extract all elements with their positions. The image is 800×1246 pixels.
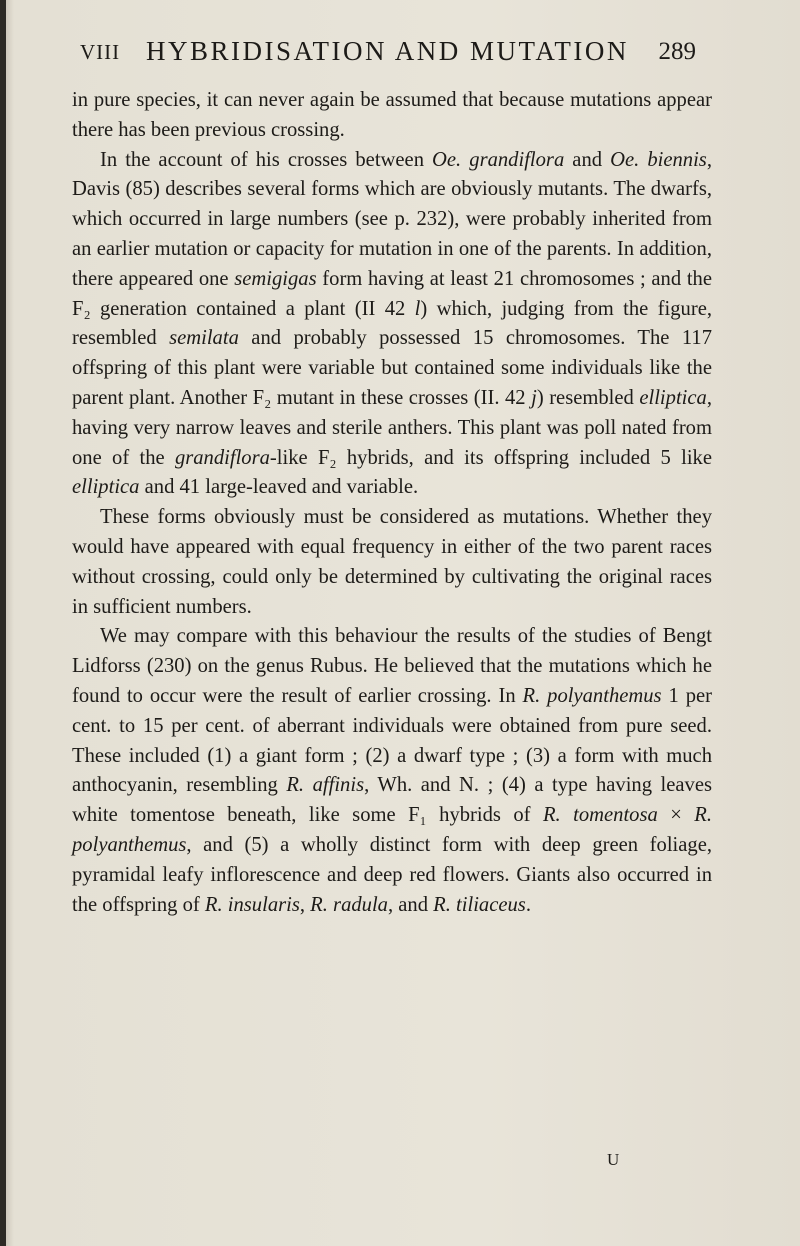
text-run: , and bbox=[387, 893, 434, 916]
italic-text: semilata bbox=[169, 327, 239, 350]
text-run: These forms obviously must be considered as mutations. Whether they would have appeared with equal frequency in either of the two parent races without crossing, could only be determined by cultivating the original races in sufficient numbers. bbox=[72, 506, 712, 618]
text-run: ) resembled bbox=[536, 386, 640, 409]
running-title: HYBRIDISATION AND MUTATION bbox=[146, 36, 629, 66]
paragraph bbox=[72, 503, 712, 622]
text-run: , Wh. and N. ; (4) a type having leaves white tomentose beneath, like some F₁ hybrids of bbox=[72, 774, 712, 827]
page-number: 289 bbox=[658, 38, 696, 65]
chapter-number: VIII bbox=[80, 40, 121, 64]
text-run: in pure species, it can never again be assumed that because mutations appear there has been previous crossing. bbox=[72, 89, 712, 141]
italic-text: R. polyanthemus bbox=[72, 804, 712, 856]
italic-text: R. tomentosa bbox=[542, 804, 658, 827]
text-run: and bbox=[564, 148, 611, 171]
paragraph bbox=[72, 86, 712, 146]
text-run: × bbox=[657, 804, 695, 827]
text-run: form having at least 21 chromosomes ; and the F₂ generation contained a plant (II 42 bbox=[72, 267, 712, 320]
text-run: and 41 large-leaved and variable. bbox=[139, 476, 419, 499]
italic-text: R. polyanthemus bbox=[522, 684, 662, 707]
text-run: , bbox=[299, 893, 311, 916]
italic-text: grandiflora bbox=[174, 446, 270, 469]
text-run: -like F₂ hybrids, and its offspring included 5 like bbox=[269, 446, 712, 469]
text-run: 1 per cent. to 15 per cent. of aberrant individuals were obtained from pure seed. These included (1) a giant form ; (2) a dwarf type ; (3) a form with much anthocyanin, resembling bbox=[72, 684, 712, 797]
italic-text: j bbox=[531, 386, 537, 409]
text-run: In the account of his crosses between bbox=[100, 148, 433, 171]
italic-text: elliptica bbox=[72, 476, 140, 499]
italic-text: Oe. biennis bbox=[610, 148, 707, 171]
paragraph bbox=[72, 146, 712, 504]
text-run: We may compare with this behaviour the results of the studies of Bengt Lidforss (230) on the genus Rubus. He believed that the mutations which he found to occur were the result of earlier crossing. In bbox=[72, 625, 712, 707]
text-run: , and (5) a wholly distinct form with deep green foliage, pyramidal leafy inflorescence and deep red flowers. Giants also occurred in the offspring of bbox=[72, 833, 712, 916]
text-run: . bbox=[525, 893, 531, 916]
italic-text: l bbox=[414, 297, 421, 320]
italic-text: semigigas bbox=[234, 267, 317, 290]
italic-text: R. insularis bbox=[204, 893, 300, 916]
italic-text: R. affinis bbox=[286, 774, 365, 797]
body-text bbox=[72, 86, 712, 920]
text-run: and probably possessed 15 chromosomes. The 117 offspring of this plant were variable but contained some individuals like the parent plant. Another F₂ mutant in these crosses (II. 42 bbox=[72, 327, 712, 409]
running-header bbox=[80, 36, 780, 76]
text-run: , Davis (85) describes several forms which are obviously mutants. The dwarfs, which occurred in large numbers (see p. 232), were probably inherited from an earlier mutation or capacity for mutation in one of the parents. In addition, there appeared one bbox=[72, 148, 712, 290]
signature-mark: U bbox=[607, 1150, 620, 1169]
italic-text: elliptica bbox=[639, 386, 707, 409]
text-run: ) which, judging from the figure, resembled bbox=[72, 297, 712, 350]
paragraph bbox=[72, 622, 712, 920]
italic-text: Oe. grandiflora bbox=[432, 148, 565, 171]
italic-text: R. tiliaceus bbox=[433, 893, 526, 916]
italic-text: R. radula bbox=[310, 893, 388, 916]
text-run: , having very narrow leaves and sterile anthers. This plant was poll nated from one of the bbox=[72, 386, 712, 469]
book-spine-edge bbox=[0, 0, 6, 1246]
